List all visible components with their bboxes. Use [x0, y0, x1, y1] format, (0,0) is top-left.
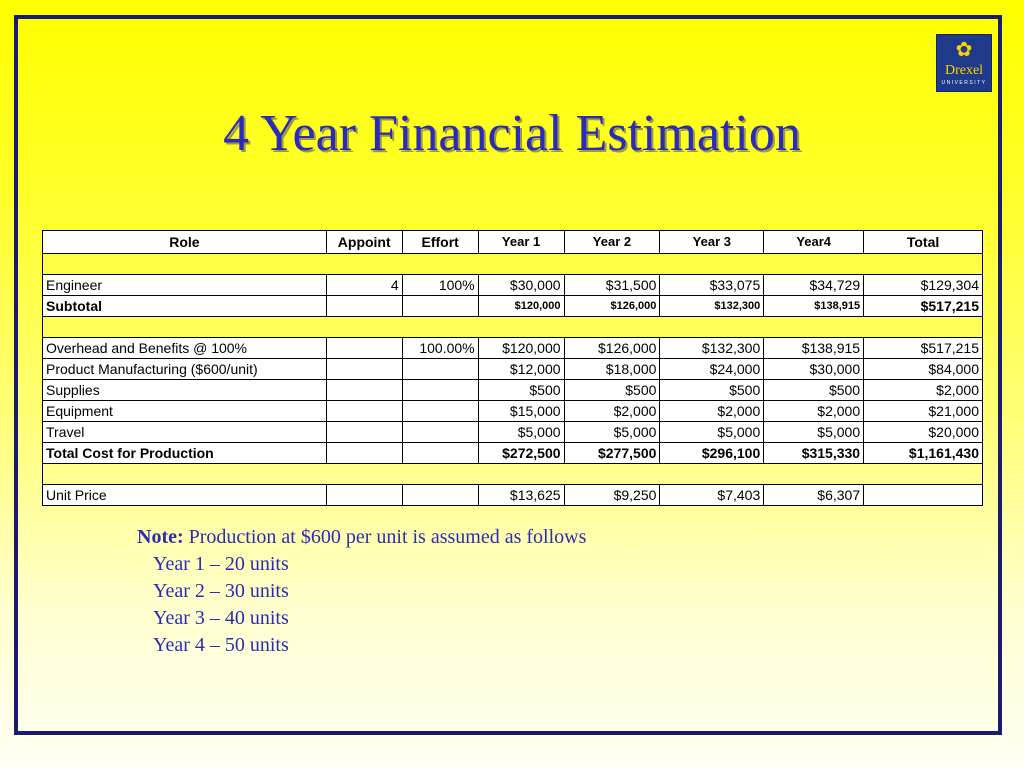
cell-role: Overhead and Benefits @ 100% — [43, 338, 327, 359]
cell-year1: $120,000 — [478, 338, 564, 359]
cell-appoint — [326, 443, 402, 464]
cell-appoint — [326, 338, 402, 359]
header-year1: Year 1 — [478, 231, 564, 254]
cell-appoint — [326, 485, 402, 506]
cell-year3: $500 — [660, 380, 764, 401]
note-line-year2: Year 2 – 30 units — [153, 580, 289, 602]
cell-role: Unit Price — [43, 485, 327, 506]
header-appoint: Appoint — [326, 231, 402, 254]
note-heading — [137, 524, 586, 551]
cell-effort — [402, 380, 478, 401]
cell-year3: $7,403 — [660, 485, 764, 506]
cell-effort: 100.00% — [402, 338, 478, 359]
cell-effort — [402, 485, 478, 506]
cell-effort: 100% — [402, 275, 478, 296]
cell-year1: $5,000 — [478, 422, 564, 443]
table-row-travel — [43, 422, 983, 443]
cell-year2: $9,250 — [564, 485, 660, 506]
cell-role: Equipment — [43, 401, 327, 422]
cell-appoint — [326, 422, 402, 443]
cell-year1: $120,000 — [478, 296, 564, 317]
cell-total: $1,161,430 — [864, 443, 983, 464]
cell-year1: $272,500 — [478, 443, 564, 464]
logo-subtitle: UNIVERSITY — [941, 80, 987, 86]
cell-year2: $277,500 — [564, 443, 660, 464]
header-total: Total — [864, 231, 983, 254]
header-year2: Year 2 — [564, 231, 660, 254]
cell-year1: $500 — [478, 380, 564, 401]
note-line-year4: Year 4 – 50 units — [153, 634, 289, 656]
cell-total: $517,215 — [864, 296, 983, 317]
cell-year2: $18,000 — [564, 359, 660, 380]
cell-effort — [402, 359, 478, 380]
logo-name: Drexel — [944, 63, 984, 78]
cell-appoint — [326, 359, 402, 380]
cell-effort — [402, 296, 478, 317]
cell-year4: $138,915 — [764, 338, 864, 359]
cell-total: $21,000 — [864, 401, 983, 422]
cell-year4: $30,000 — [764, 359, 864, 380]
cell-year2: $126,000 — [564, 338, 660, 359]
financial-table — [42, 230, 983, 506]
cell-year4: $5,000 — [764, 422, 864, 443]
cell-role: Engineer — [43, 275, 327, 296]
note-line-year3: Year 3 – 40 units — [153, 607, 289, 629]
header-year3: Year 3 — [660, 231, 764, 254]
cell-total: $20,000 — [864, 422, 983, 443]
cell-total — [864, 485, 983, 506]
cell-year3: $132,300 — [660, 338, 764, 359]
production-note — [137, 524, 586, 659]
table-row-overhead — [43, 338, 983, 359]
cell-year3: $296,100 — [660, 443, 764, 464]
cell-year3: $33,075 — [660, 275, 764, 296]
cell-year1: $15,000 — [478, 401, 564, 422]
cell-year3: $24,000 — [660, 359, 764, 380]
note-line-year1: Year 1 – 20 units — [153, 553, 289, 575]
table-row-supplies — [43, 380, 983, 401]
cell-year1: $30,000 — [478, 275, 564, 296]
cell-effort — [402, 422, 478, 443]
table-row-total-cost — [43, 443, 983, 464]
cell-total: $517,215 — [864, 338, 983, 359]
cell-appoint — [326, 401, 402, 422]
cell-year4: $34,729 — [764, 275, 864, 296]
cell-role: Product Manufacturing ($600/unit) — [43, 359, 327, 380]
cell-year4: $138,915 — [764, 296, 864, 317]
cell-appoint — [326, 380, 402, 401]
cell-total: $2,000 — [864, 380, 983, 401]
cell-year3: $132,300 — [660, 296, 764, 317]
cell-year2: $2,000 — [564, 401, 660, 422]
slide-title: 4 Year Financial Estimation — [223, 105, 801, 162]
cell-year2: $5,000 — [564, 422, 660, 443]
cell-effort — [402, 443, 478, 464]
table-row-equipment — [43, 401, 983, 422]
cell-year1: $13,625 — [478, 485, 564, 506]
cell-role: Total Cost for Production — [43, 443, 327, 464]
header-effort: Effort — [402, 231, 478, 254]
cell-total: $129,304 — [864, 275, 983, 296]
table-header-row — [43, 231, 983, 254]
header-role: Role — [43, 231, 327, 254]
cell-role: Supplies — [43, 380, 327, 401]
cell-year4: $315,330 — [764, 443, 864, 464]
cell-year3: $5,000 — [660, 422, 764, 443]
cell-year2: $500 — [564, 380, 660, 401]
cell-appoint — [326, 296, 402, 317]
dragon-icon: ✿ — [955, 37, 973, 61]
cell-year3: $2,000 — [660, 401, 764, 422]
table-row-manufacturing — [43, 359, 983, 380]
drexel-logo — [936, 34, 992, 92]
table-row-unit-price — [43, 485, 983, 506]
cell-year4: $500 — [764, 380, 864, 401]
cell-appoint: 4 — [326, 275, 402, 296]
cell-year4: $2,000 — [764, 401, 864, 422]
note-label: Note: — [137, 526, 184, 548]
header-year4: Year4 — [764, 231, 864, 254]
table-row-subtotal — [43, 296, 983, 317]
cell-year4: $6,307 — [764, 485, 864, 506]
cell-effort — [402, 401, 478, 422]
table-row-engineer — [43, 275, 983, 296]
cell-role: Subtotal — [43, 296, 327, 317]
note-text: Production at $600 per unit is assumed as follows — [188, 526, 587, 548]
cell-total: $84,000 — [864, 359, 983, 380]
cell-year1: $12,000 — [478, 359, 564, 380]
cell-role: Travel — [43, 422, 327, 443]
cell-year2: $126,000 — [564, 296, 660, 317]
cell-year2: $31,500 — [564, 275, 660, 296]
